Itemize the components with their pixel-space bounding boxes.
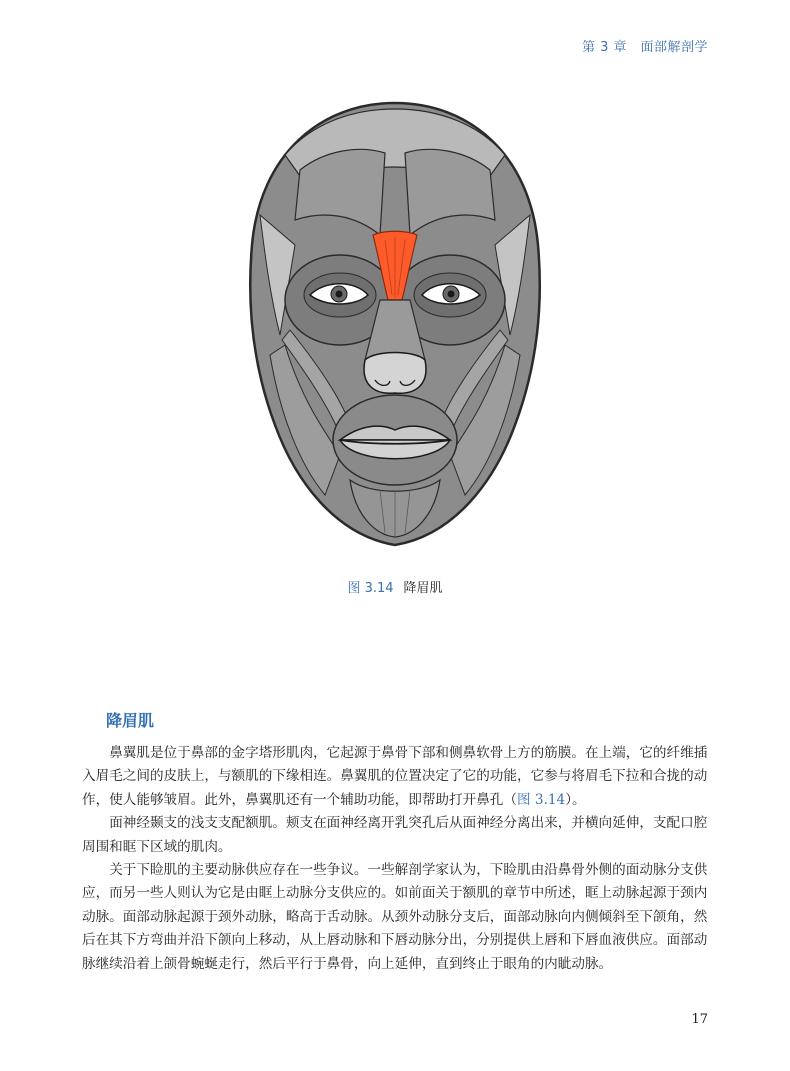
face-muscle-illustration <box>230 95 560 560</box>
paragraph-1-tail: ）。 <box>565 791 586 808</box>
figure-reference-link[interactable]: 图 3.14 <box>517 791 566 808</box>
pupil-right <box>448 291 455 298</box>
paragraph-2: 面神经颞支的浅支支配额肌。颊支在面神经离开乳突孔后从面神经分离出来，并横向延伸，支配口腔周围和眶下区域的肌肉。 <box>82 815 708 855</box>
figure-number: 图 3.14 <box>347 581 394 596</box>
section-heading: 降眉肌 <box>106 711 155 730</box>
page-number: 17 <box>691 1012 708 1027</box>
pupil-left <box>336 291 343 298</box>
paragraph-1 <box>82 742 712 812</box>
face-muscle-figure <box>230 95 560 560</box>
figure-title: 降眉肌 <box>403 581 443 596</box>
body-text <box>82 742 712 976</box>
paragraph-3: 关于下睑肌的主要动脉供应存在一些争议。一些解剖学家认为，下睑肌由沿鼻骨外侧的面动脉分支供应，而另一些人则认为它是由眶上动脉分支供应的。如前面关于额肌的章节中所述，眶上动脉起源于颈内动脉。面部动脉起源于颈外动脉，略高于舌动脉。从颈外动脉分支后，面部动脉向内侧倾斜至下颌角，然后在其下方弯曲并沿下颌向上移动，从上唇动脉和下唇动脉分出，分别提供上唇和下唇血液供应。面部动脉继续沿着上颌骨蜿蜒走行，然后平行于鼻骨，向上延伸，直到终止于眼角的内眦动脉。 <box>82 862 708 972</box>
figure-caption <box>0 577 790 596</box>
nose-tip <box>364 353 426 394</box>
paragraph-1-text: 鼻翼肌是位于鼻部的金字塔形肌肉，它起源于鼻骨下部和侧鼻软骨上方的筋膜。在上端，它的纤维插入眉毛之间的皮肤上，与额肌的下缘相连。鼻翼肌的位置决定了它的功能，它参与将眉毛下拉和合拢的动作，使人能够皱眉。此外，鼻翼肌还有一个辅助功能，即帮助打开鼻孔（ <box>82 745 708 808</box>
running-head: 第 3 章 面部解剖学 <box>581 40 708 55</box>
